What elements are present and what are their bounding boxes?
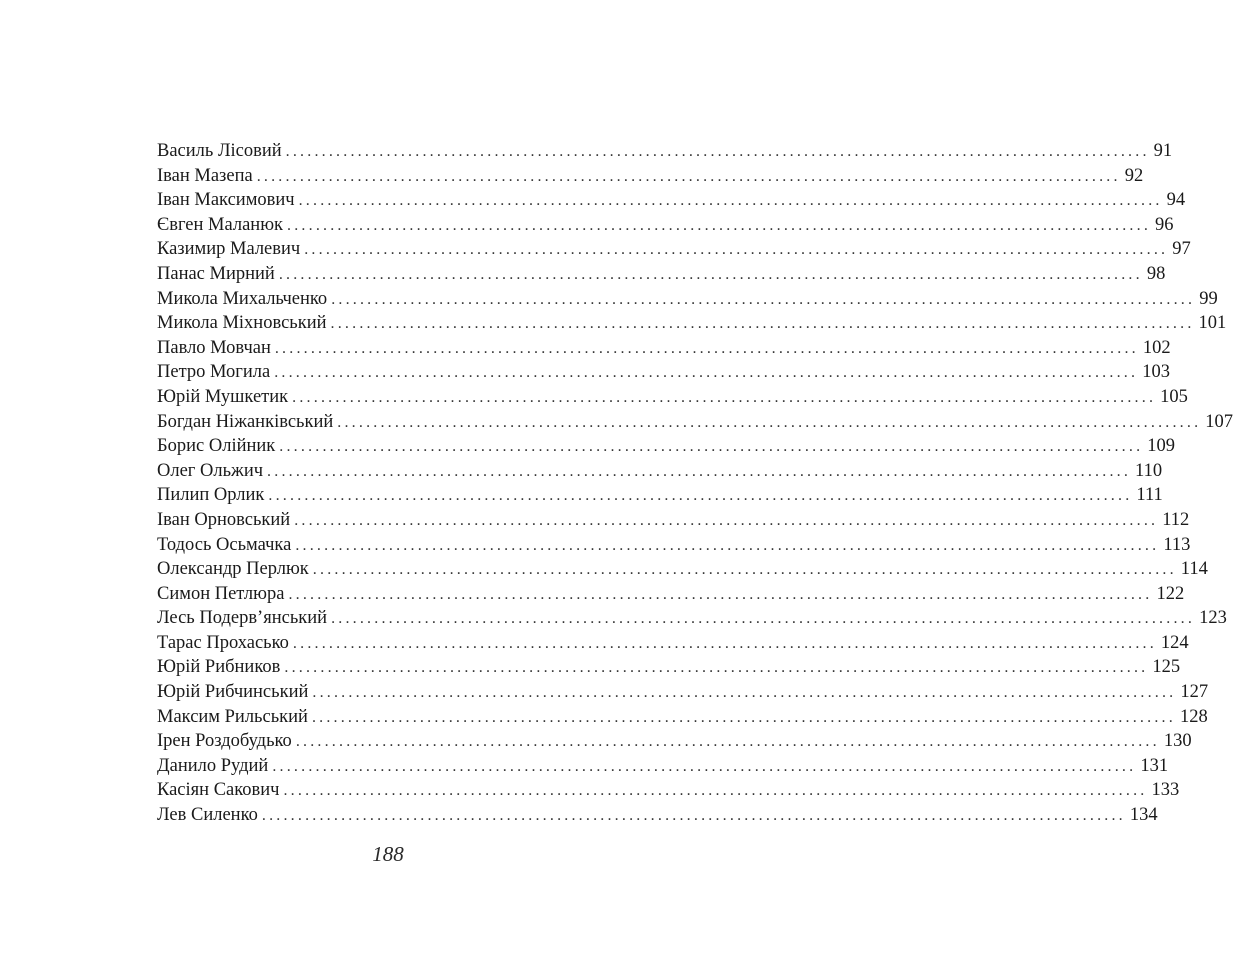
toc-entry xyxy=(157,582,1185,607)
toc-entry-name: Лев Силенко xyxy=(157,805,258,826)
toc-dot-leader: ........................................................................................................................ xyxy=(292,388,1157,406)
toc-entry-name: Лесь Подерв’янський xyxy=(157,608,328,629)
toc-entry-name: Євген Маланюк xyxy=(157,214,284,235)
toc-entry-name: Касіян Сакович xyxy=(157,780,280,801)
toc-entry xyxy=(157,803,1158,828)
toc-entry-page: 107 xyxy=(1205,411,1233,432)
toc-entry-name: Петро Могила xyxy=(157,362,271,383)
toc-dot-leader: ........................................................................................................................ xyxy=(274,339,1139,357)
toc-entry-page: 124 xyxy=(1160,632,1189,653)
table-of-contents xyxy=(157,139,1233,828)
toc-entry-name: Тодось Осьмачка xyxy=(157,534,292,555)
toc-entry-name: Пилип Орлик xyxy=(157,485,265,506)
toc-dot-leader: ........................................................................................................................ xyxy=(331,290,1196,308)
toc-dot-leader: ........................................................................................................................ xyxy=(304,241,1169,259)
toc-entry xyxy=(157,655,1181,680)
toc-entry-name: Богдан Ніжанківський xyxy=(157,411,334,432)
toc-entry-name: Василь Лісовий xyxy=(157,141,282,161)
toc-entry-page: 113 xyxy=(1163,534,1191,555)
toc-entry xyxy=(157,459,1163,484)
toc-entry-page: 112 xyxy=(1162,509,1190,530)
toc-entry-name: Данило Рудий xyxy=(157,755,269,776)
toc-entry-page: 111 xyxy=(1136,485,1163,506)
toc-entry xyxy=(157,778,1180,803)
toc-entry xyxy=(157,705,1208,730)
toc-entry-name: Юрій Мушкетик xyxy=(157,386,289,407)
toc-entry xyxy=(157,557,1208,582)
toc-entry-page: 133 xyxy=(1151,780,1180,801)
toc-entry xyxy=(157,533,1191,558)
toc-entry xyxy=(157,754,1169,779)
toc-entry-page: 130 xyxy=(1163,731,1192,752)
toc-dot-leader: ........................................................................................................................ xyxy=(337,413,1202,431)
toc-entry-page: 97 xyxy=(1172,239,1191,260)
toc-entry-page: 102 xyxy=(1142,337,1171,358)
toc-dot-leader: ........................................................................................................................ xyxy=(272,757,1137,775)
toc-entry xyxy=(157,410,1233,435)
toc-dot-leader: ........................................................................................................................ xyxy=(311,708,1176,726)
toc-entry-page: 127 xyxy=(1180,682,1209,703)
toc-entry xyxy=(157,434,1176,459)
toc-entry-page: 99 xyxy=(1199,288,1218,309)
toc-entry-page: 134 xyxy=(1129,805,1158,826)
toc-entry xyxy=(157,680,1209,705)
toc-entry xyxy=(157,336,1171,361)
toc-dot-leader: ........................................................................................................................ xyxy=(287,216,1152,234)
toc-dot-leader: ........................................................................................................................ xyxy=(268,487,1133,505)
toc-entry xyxy=(157,729,1192,754)
toc-entry xyxy=(157,287,1218,312)
toc-entry-name: Юрій Рибчинський xyxy=(157,682,309,703)
toc-entry-name: Борис Олійник xyxy=(157,436,276,457)
toc-dot-leader: ........................................................................................................................ xyxy=(279,438,1144,456)
toc-dot-leader: ........................................................................................................................ xyxy=(295,733,1160,751)
toc-entry-name: Олександр Перлюк xyxy=(157,559,309,580)
toc-entry xyxy=(157,213,1174,238)
toc-entry-name: Юрій Рибников xyxy=(157,657,281,678)
toc-dot-leader: ........................................................................................................................ xyxy=(274,364,1139,382)
toc-dot-leader: ........................................................................................................................ xyxy=(295,536,1160,554)
toc-entry xyxy=(157,237,1191,262)
toc-dot-leader: ........................................................................................................................ xyxy=(292,634,1157,652)
toc-entry xyxy=(157,139,1173,164)
toc-entry xyxy=(157,360,1170,385)
toc-entry-name: Іван Максимович xyxy=(157,190,295,211)
toc-entry-page: 91 xyxy=(1153,141,1173,161)
toc-entry-page: 101 xyxy=(1198,313,1227,334)
toc-entry-page: 98 xyxy=(1146,263,1166,284)
toc-entry-name: Олег Ольжич xyxy=(157,460,264,481)
toc-entry xyxy=(157,606,1227,631)
toc-entry-page: 105 xyxy=(1160,386,1188,407)
toc-entry xyxy=(157,262,1166,287)
toc-dot-leader: ........................................................................................................................ xyxy=(256,167,1121,185)
toc-entry-page: 114 xyxy=(1180,559,1208,580)
toc-entry-page: 92 xyxy=(1124,165,1144,186)
toc-entry xyxy=(157,631,1189,656)
toc-dot-leader: ........................................................................................................................ xyxy=(285,143,1150,160)
toc-entry-name: Микола Міхновський xyxy=(157,313,327,334)
toc-entry xyxy=(157,385,1188,410)
toc-entry-page: 96 xyxy=(1155,214,1174,235)
toc-entry xyxy=(157,188,1186,213)
toc-dot-leader: ........................................................................................................................ xyxy=(331,610,1196,628)
toc-entry-page: 123 xyxy=(1199,608,1227,629)
page-number: 188 xyxy=(372,842,404,866)
toc-dot-leader: ........................................................................................................................ xyxy=(283,782,1148,800)
toc-dot-leader: ........................................................................................................................ xyxy=(330,315,1195,333)
toc-entry-name: Максим Рильський xyxy=(157,706,308,727)
toc-entry-name: Ірен Роздобудько xyxy=(157,731,292,752)
toc-entry-page: 94 xyxy=(1166,190,1186,211)
toc-entry-page: 122 xyxy=(1156,583,1185,604)
toc-entry-name: Панас Мирний xyxy=(157,263,275,284)
toc-dot-leader: ........................................................................................................................ xyxy=(267,462,1132,480)
toc-dot-leader: ........................................................................................................................ xyxy=(298,192,1163,210)
toc-entry-page: 131 xyxy=(1140,755,1169,776)
toc-entry-name: Іван Мазепа xyxy=(157,165,253,186)
toc-entry-name: Симон Петлюра xyxy=(157,583,285,604)
toc-dot-leader: ........................................................................................................................ xyxy=(278,265,1143,283)
toc-entry-name: Павло Мовчан xyxy=(157,337,271,358)
toc-dot-leader: ........................................................................................................................ xyxy=(312,561,1177,579)
toc-entry-name: Іван Орновський xyxy=(157,509,291,530)
toc-entry xyxy=(157,311,1227,336)
toc-dot-leader: ........................................................................................................................ xyxy=(294,511,1159,529)
toc-entry-page: 125 xyxy=(1152,657,1181,678)
toc-entry xyxy=(157,483,1163,508)
toc-entry-name: Тарас Прохасько xyxy=(157,632,289,653)
toc-entry-page: 103 xyxy=(1142,362,1170,383)
toc-entry-page: 128 xyxy=(1179,706,1208,727)
toc-dot-leader: ........................................................................................................................ xyxy=(312,684,1177,702)
toc-dot-leader: ........................................................................................................................ xyxy=(284,659,1149,677)
toc-entry-page: 109 xyxy=(1147,436,1176,457)
toc-dot-leader: ........................................................................................................................ xyxy=(288,585,1153,603)
toc-entry-name: Казимир Малевич xyxy=(157,239,301,260)
toc-entry-name: Микола Михальченко xyxy=(157,288,328,309)
toc-entry xyxy=(157,164,1144,189)
toc-dot-leader: ........................................................................................................................ xyxy=(261,807,1126,825)
toc-entry xyxy=(157,508,1190,533)
toc-entry-page: 110 xyxy=(1135,460,1163,481)
